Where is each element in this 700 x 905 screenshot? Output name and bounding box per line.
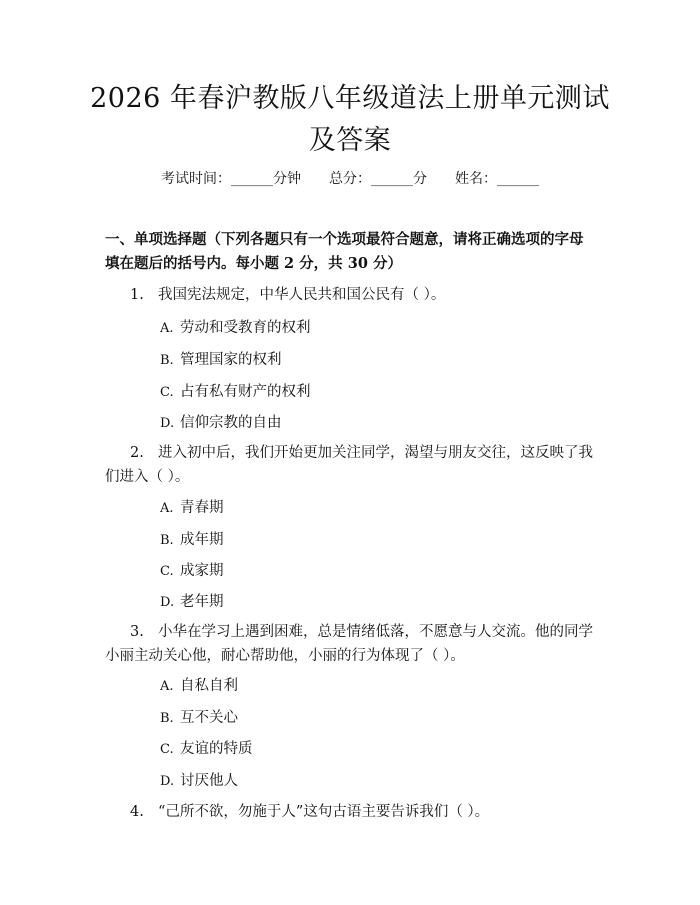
option-text: 自私自利 bbox=[180, 678, 238, 694]
option-2c bbox=[160, 560, 224, 583]
option-letter: B. bbox=[160, 533, 174, 548]
option-text: 友谊的特质 bbox=[180, 741, 253, 757]
option-3a bbox=[160, 675, 238, 698]
question-number: 1. bbox=[130, 287, 144, 303]
question-2 bbox=[105, 441, 597, 489]
option-1c bbox=[160, 381, 311, 404]
option-letter: D. bbox=[160, 416, 175, 431]
option-text: 老年期 bbox=[180, 594, 224, 610]
option-text: 管理国家的权利 bbox=[180, 352, 282, 368]
question-4 bbox=[105, 800, 597, 824]
option-text: 劳动和受教育的权利 bbox=[180, 320, 311, 336]
option-3d bbox=[160, 770, 238, 793]
exam-meta bbox=[0, 169, 700, 189]
option-letter: B. bbox=[160, 711, 174, 726]
option-letter: D. bbox=[160, 774, 175, 789]
question-number: 3. bbox=[130, 624, 144, 640]
question-number: 4. bbox=[130, 804, 144, 820]
question-stem: “己所不欲，勿施于人”这句古语主要告诉我们（ ）。 bbox=[158, 804, 490, 820]
option-text: 成家期 bbox=[180, 563, 224, 579]
option-3b bbox=[160, 707, 238, 730]
document-title: 2026 年春沪教版八年级道法上册单元测试及答案 bbox=[90, 83, 610, 156]
option-text: 信仰宗教的自由 bbox=[180, 415, 282, 431]
option-1d bbox=[160, 412, 282, 435]
option-letter: A. bbox=[160, 501, 174, 516]
option-text: 占有私有财产的权利 bbox=[180, 384, 311, 400]
option-text: 讨厌他人 bbox=[180, 773, 238, 789]
section-heading: 一、单项选择题（下列各题只有一个选项最符合题意，请将正确选项的字母填在题后的括号内。每小题 2 分，共 30 分） bbox=[105, 231, 584, 272]
question-stem: 我国宪法规定，中华人民共和国公民有（ ）。 bbox=[158, 287, 446, 303]
option-2b bbox=[160, 529, 224, 552]
option-2a bbox=[160, 497, 224, 520]
option-letter: B. bbox=[160, 353, 174, 368]
option-1a bbox=[160, 317, 311, 340]
option-letter: D. bbox=[160, 595, 175, 610]
option-text: 青春期 bbox=[180, 500, 224, 516]
option-1b bbox=[160, 349, 282, 372]
option-letter: C. bbox=[160, 564, 174, 579]
student-name: 姓名：______ bbox=[455, 171, 539, 187]
option-text: 成年期 bbox=[180, 532, 224, 548]
option-letter: A. bbox=[160, 679, 174, 694]
option-letter: C. bbox=[160, 742, 174, 757]
option-2d bbox=[160, 591, 224, 614]
question-stem: 进入初中后，我们开始更加关注同学，渴望与朋友交往，这反映了我们进入（ ）。 bbox=[105, 445, 593, 485]
option-3c bbox=[160, 738, 253, 761]
option-letter: C. bbox=[160, 385, 174, 400]
question-number: 2. bbox=[130, 445, 144, 461]
question-stem: 小华在学习上遇到困难，总是情绪低落，不愿意与人交流。他的同学小丽主动关心他，耐心帮助他，小丽的行为体现了（ ）。 bbox=[105, 624, 593, 664]
exam-score: 总分：______分 bbox=[329, 171, 427, 187]
option-text: 互不关心 bbox=[180, 710, 238, 726]
question-1 bbox=[105, 283, 597, 307]
option-letter: A. bbox=[160, 321, 174, 336]
question-3 bbox=[105, 620, 597, 668]
exam-time: 考试时间：______分钟 bbox=[161, 171, 301, 187]
